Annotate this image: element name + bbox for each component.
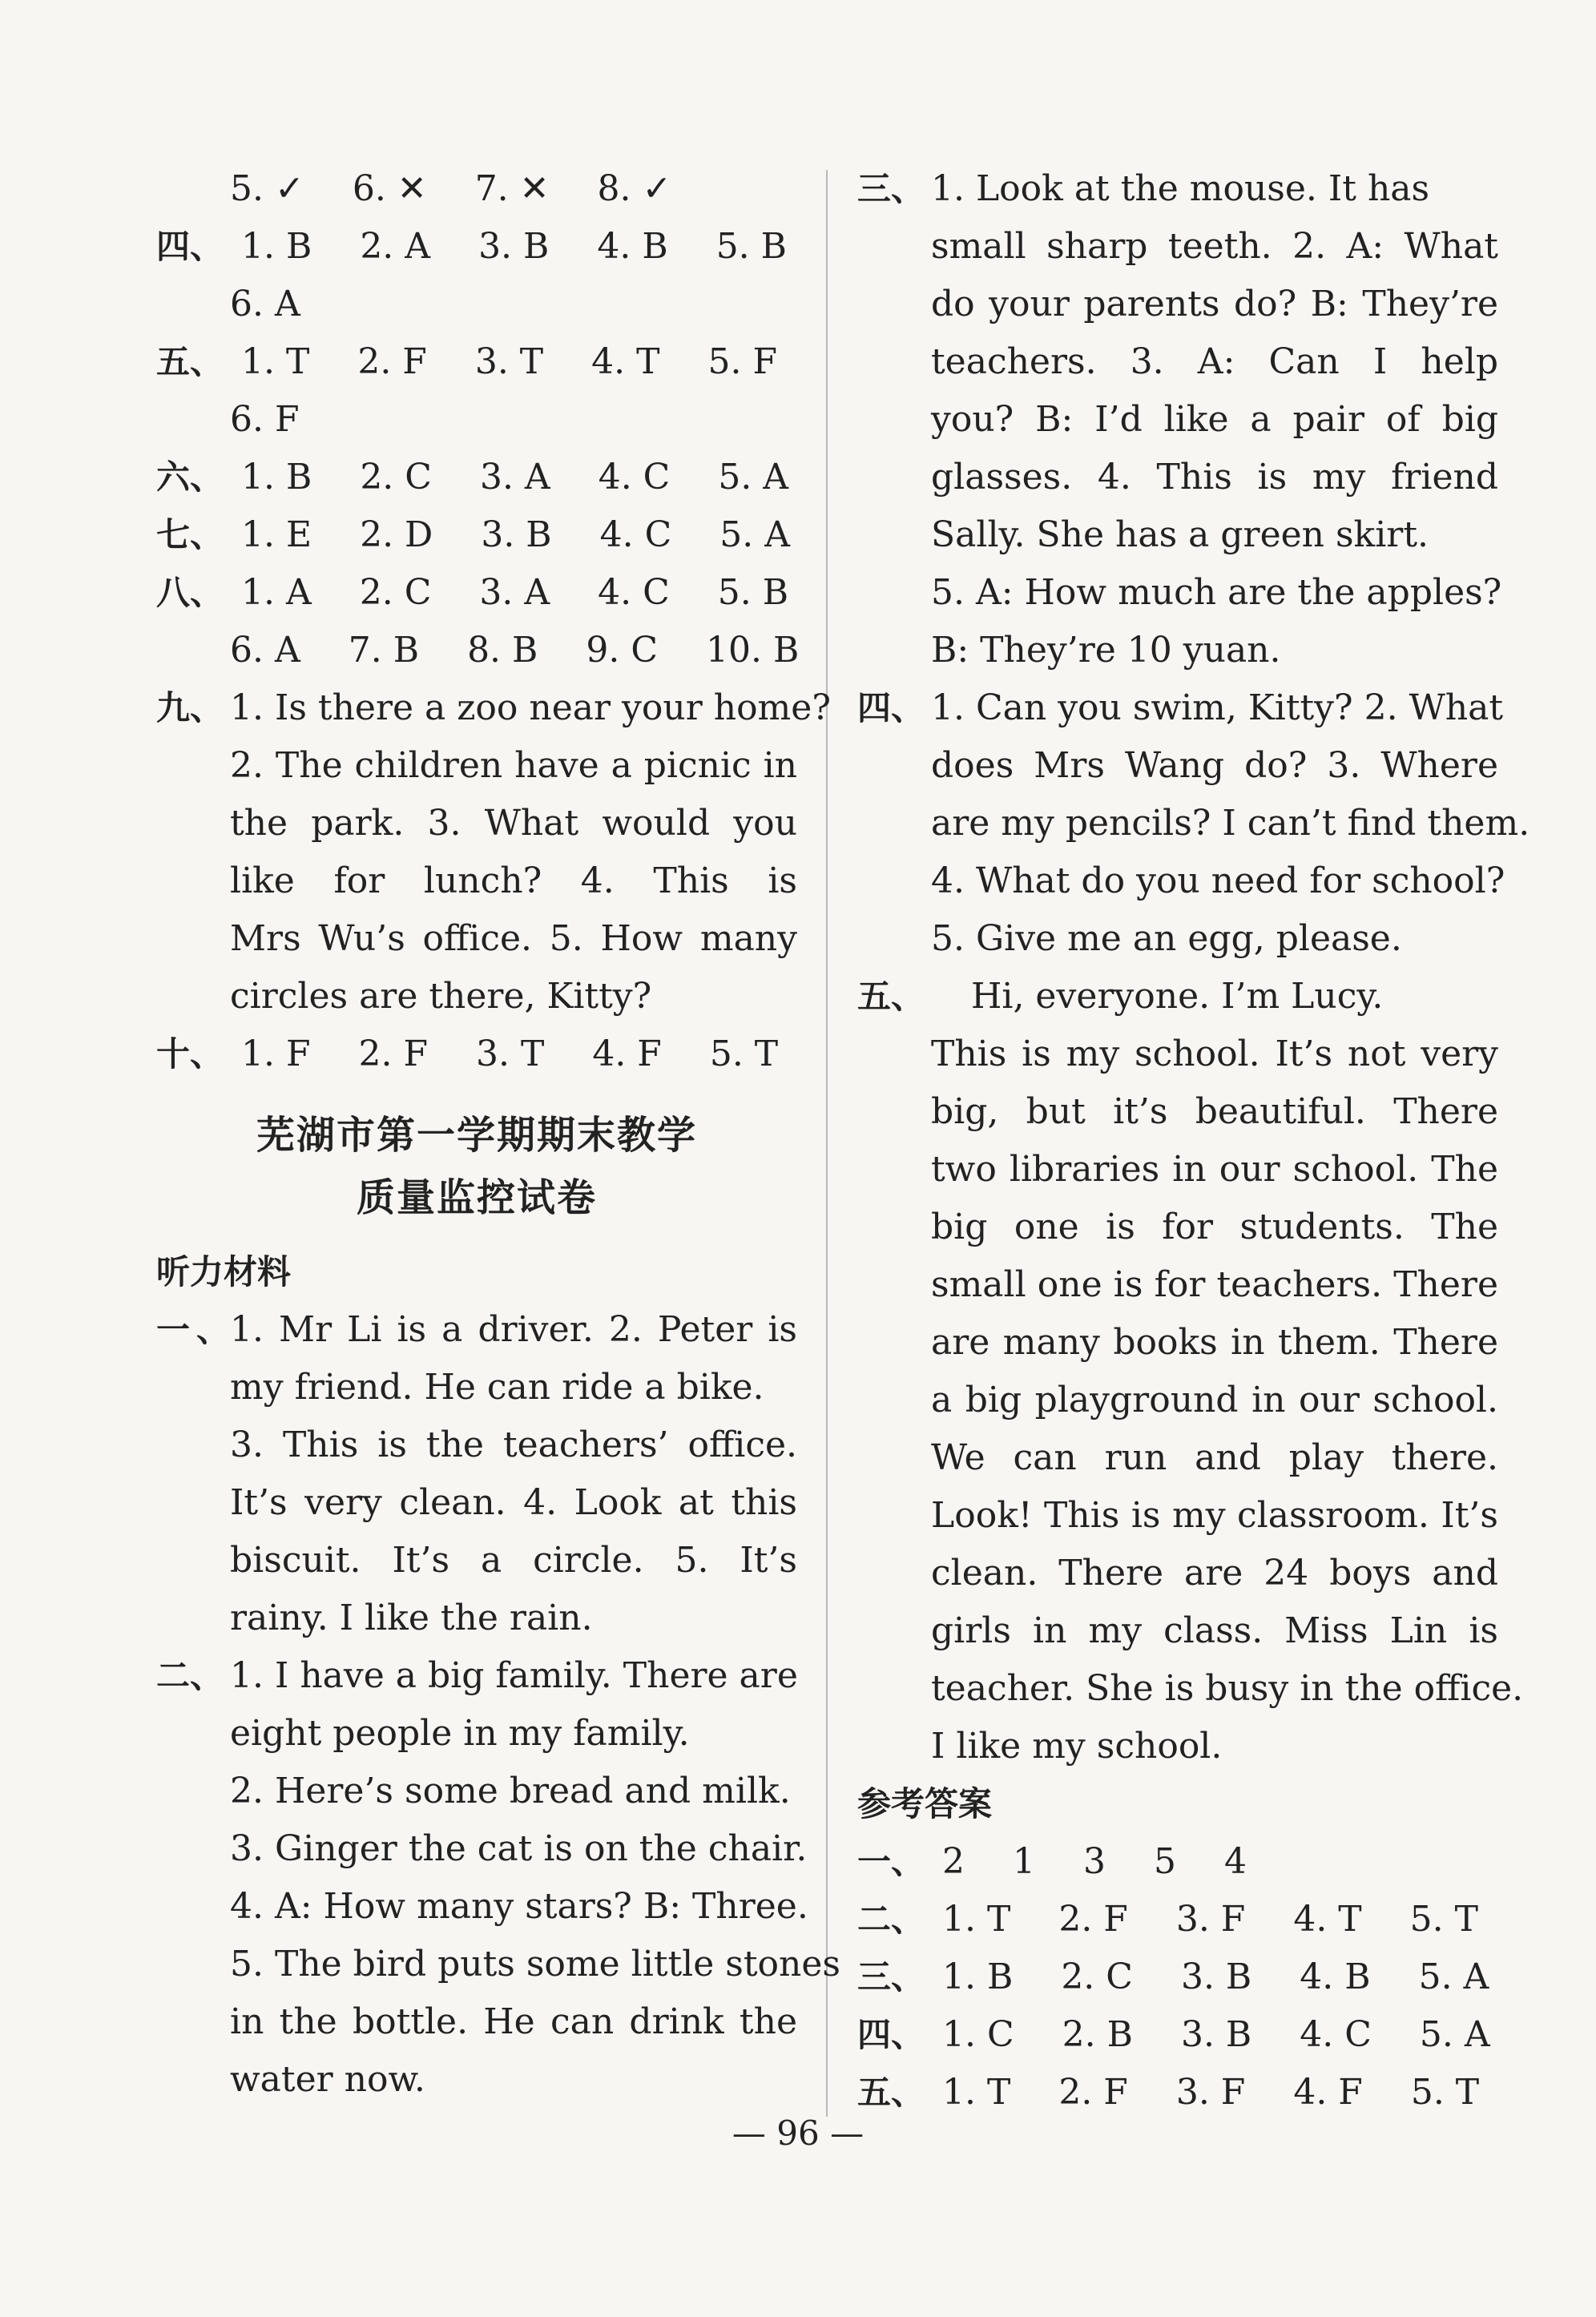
answers-row-2: [857, 1891, 1498, 1948]
answer-item: 6. ✕: [352, 168, 427, 209]
answer-item: 3. T: [476, 1034, 545, 1074]
answer-item: 3. A: [479, 572, 550, 613]
answer-line: Mrs Wu’s office. 5. How many: [230, 918, 797, 959]
section-label: 二、: [857, 1900, 925, 1939]
passage-line: a big playground in our school.: [931, 1380, 1498, 1420]
section-label: 三、: [857, 169, 925, 208]
section-4-line2: [156, 276, 797, 333]
section-label: 四、: [857, 688, 925, 727]
passage-line: are many books in them. There: [931, 1322, 1498, 1363]
passage-line: big, but it’s beautiful. There: [931, 1091, 1498, 1132]
listening-line: 5. Give me an egg, please.: [931, 918, 1402, 959]
answer-item: 3. B: [481, 514, 552, 555]
answer-item: 2. A: [360, 226, 431, 267]
passage-line: We can run and play there.: [931, 1437, 1498, 1478]
section-label: 六、: [156, 457, 224, 497]
left-column: [156, 160, 840, 2109]
section-label: 一、: [857, 1842, 925, 1881]
answer-item: 5. A: [1419, 2014, 1490, 2055]
listening-line: in the bottle. He can drink the: [230, 2001, 797, 2042]
listening-line: 5. A: How much are the apples?: [931, 572, 1502, 613]
answer-item: 10. B: [706, 630, 800, 671]
passage-line: Look! This is my classroom. It’s: [931, 1495, 1498, 1536]
section-label: 九、: [156, 688, 224, 727]
answer-item: 8. B: [467, 630, 538, 671]
listening-line: It’s very clean. 4. Look at this: [230, 1482, 797, 1523]
exam-subtitle: 质量监控试卷: [356, 1175, 597, 1220]
listening-line: B: They’re 10 yuan.: [931, 630, 1281, 671]
answer-item: 6. A: [230, 284, 300, 324]
answer-item: 5. A: [1418, 1956, 1489, 1997]
listening-3-line: [857, 160, 1498, 218]
answer-item: 5. T: [1410, 2072, 1480, 2113]
listening-line: 4. A: How many stars? B: Three.: [230, 1886, 808, 1927]
listening-1-line: [156, 1301, 797, 1359]
answer-item: 1. T: [942, 2072, 1011, 2113]
section-label: 二、: [156, 1656, 224, 1695]
listening-line: small sharp teeth. 2. A: What: [931, 226, 1498, 267]
column-divider: [826, 170, 828, 2117]
answer-item: 1. F: [241, 1034, 311, 1074]
passage-line: I like my school.: [931, 1726, 1223, 1767]
passage-line: big one is for students. The: [931, 1207, 1498, 1247]
listening-5-line: [857, 968, 1498, 1026]
listening-text: 1. I have a big family. There are: [230, 1655, 798, 1696]
listening-line: glasses. 4. This is my friend: [931, 457, 1498, 498]
answer-item: 2. F: [1058, 1899, 1128, 1940]
answers-heading: 参考答案: [857, 1784, 993, 1823]
section-8-line: [156, 564, 797, 622]
answer-line: circles are there, Kitty?: [230, 976, 652, 1017]
answers-row-4: [857, 2006, 1498, 2064]
answer-item: 5. B: [715, 226, 787, 267]
answer-item: 2. F: [1058, 2072, 1128, 2113]
answer-item: 5. T: [1409, 1899, 1478, 1940]
listening-line: rainy. I like the rain.: [230, 1598, 593, 1638]
passage-line: clean. There are 24 boys and: [931, 1553, 1498, 1594]
answer-item: 7. ✕: [474, 168, 550, 209]
section-label: 一、: [156, 1310, 230, 1349]
answer-item: 3: [1083, 1841, 1106, 1882]
answer-line: the park. 3. What would you: [230, 803, 797, 844]
listening-line: are my pencils? I can’t find them.: [931, 803, 1530, 844]
page-number: — 96 —: [732, 2114, 864, 2153]
listening-text: 1. Mr Li is a driver. 2. Peter is: [230, 1309, 797, 1350]
answer-item: 3. B: [1180, 2014, 1252, 2055]
listening-line: 3. This is the teachers’ office.: [230, 1424, 797, 1465]
answer-item: 1. T: [942, 1899, 1011, 1940]
listening-line: do your parents do? B: They’re: [931, 284, 1498, 324]
answer-item: 5. A: [718, 457, 789, 498]
answer-item: 5. ✓: [230, 168, 304, 209]
passage-line: girls in my class. Miss Lin is: [931, 1610, 1498, 1651]
answer-item: 2. F: [357, 341, 427, 382]
answer-item: 3. B: [1180, 1956, 1252, 1997]
section-5-line: [156, 333, 797, 391]
answer-item: 5: [1154, 1841, 1176, 1882]
answer-item: 4. T: [1293, 1899, 1362, 1940]
answer-item: 1. E: [241, 514, 312, 555]
answer-item: 3. F: [1175, 2072, 1246, 2113]
listening-text: 1. Look at the mouse. It has: [931, 168, 1430, 209]
answer-item: 4. C: [1300, 2014, 1372, 2055]
passage-line: teacher. She is busy in the office.: [931, 1668, 1524, 1709]
section-label: 四、: [156, 227, 224, 266]
listening-text: Hi, everyone. I’m Lucy.: [971, 976, 1384, 1017]
answer-item: 4. C: [599, 514, 672, 555]
listening-line: 5. The bird puts some little stones: [230, 1944, 840, 1985]
answer-line: like for lunch? 4. This is: [230, 860, 797, 901]
listening-line: you? B: I’d like a pair of big: [931, 399, 1498, 440]
answer-item: 1. C: [942, 2014, 1014, 2055]
section-label: 八、: [156, 573, 224, 612]
listening-line: teachers. 3. A: Can I help: [931, 341, 1498, 382]
passage-line: two libraries in our school. The: [931, 1149, 1498, 1190]
answer-item: 3. T: [474, 341, 544, 382]
listening-line: my friend. He can ride a bike.: [230, 1367, 764, 1408]
answer-item: 2. C: [359, 572, 432, 613]
answer-item: 6. F: [230, 399, 300, 440]
answer-item: 4: [1224, 1841, 1247, 1882]
section-10-line: [156, 1026, 797, 1083]
section-4-line: [156, 218, 797, 276]
answers-row-3: [857, 1948, 1498, 2006]
answer-item: 1. B: [942, 1956, 1014, 1997]
right-column: [857, 160, 1530, 2122]
answer-item: 4. C: [598, 572, 670, 613]
listening-heading: 听力材料: [156, 1252, 292, 1291]
section-label: 五、: [857, 977, 925, 1016]
section-label: 五、: [857, 2073, 925, 2112]
listening-line: eight people in my family.: [230, 1713, 690, 1754]
listening-line: biscuit. It’s a circle. 5. It’s: [230, 1540, 797, 1581]
section-9-line: [156, 679, 831, 737]
answer-item: 1: [1013, 1841, 1035, 1882]
section-label: 十、: [156, 1034, 224, 1074]
answer-item: 3. F: [1175, 1899, 1246, 1940]
answer-item: 2. C: [360, 457, 432, 498]
answer-item: 1. T: [241, 341, 310, 382]
answer-item: 2. D: [360, 514, 433, 555]
listening-line: does Mrs Wang do? 3. Where: [931, 745, 1498, 786]
answer-item: 8. ✓: [597, 168, 672, 209]
answer-item: 4. C: [598, 457, 671, 498]
answer-item: 1. B: [241, 226, 312, 267]
answer-item: 6. A: [230, 630, 300, 671]
answer-item: 4. T: [591, 341, 660, 382]
answers-row-1: [857, 1833, 1498, 1891]
listening-4-line: [857, 679, 1504, 737]
exam-title: 芜湖市第一学期期末教学: [256, 1113, 697, 1158]
answer-item: 2. C: [1061, 1956, 1133, 1997]
answer-item: 5. T: [709, 1034, 779, 1074]
answer-item: 2: [942, 1841, 965, 1882]
answer-item: 4. F: [592, 1034, 662, 1074]
answer-sentence: 1. Is there a zoo near your home?: [230, 687, 831, 728]
answer-item: 7. B: [348, 630, 420, 671]
answer-line: 2. The children have a picnic in: [230, 745, 797, 786]
answer-item: 2. F: [358, 1034, 428, 1074]
section-label: 七、: [156, 515, 224, 554]
listening-line: Sally. She has a green skirt.: [931, 514, 1429, 555]
section-6-line: [156, 449, 797, 506]
listening-line: 3. Ginger the cat is on the chair.: [230, 1828, 808, 1869]
section-5-line2: [156, 391, 797, 449]
answer-item: 4. B: [1300, 1956, 1371, 1997]
listening-line: 2. Here’s some bread and milk.: [230, 1771, 791, 1811]
answer-item: 4. B: [597, 226, 668, 267]
answer-item: 5. A: [719, 514, 791, 555]
section-label: 四、: [857, 2015, 925, 2054]
listening-2-line: [156, 1647, 797, 1705]
answer-item: 5. F: [707, 341, 777, 382]
answer-item: 4. F: [1293, 2072, 1363, 2113]
section-8-line2: [156, 622, 800, 679]
answer-item: 1. A: [241, 572, 312, 613]
listening-line: 4. What do you need for school?: [931, 860, 1505, 901]
answer-item: 2. B: [1062, 2014, 1133, 2055]
listening-line: water now.: [230, 2059, 425, 2100]
answer-item: 3. A: [479, 457, 550, 498]
passage-line: small one is for teachers. There: [931, 1264, 1498, 1305]
answer-item: 1. B: [241, 457, 312, 498]
section-label: 三、: [857, 1957, 925, 1997]
answer-item: 3. B: [478, 226, 550, 267]
answer-item: 5. B: [717, 572, 789, 613]
listening-text: 1. Can you swim, Kitty? 2. What: [931, 687, 1504, 728]
section-label: 五、: [156, 342, 224, 381]
section-7-line: [156, 506, 797, 564]
answer-line-5-8: [156, 160, 797, 218]
passage-line: This is my school. It’s not very: [931, 1034, 1498, 1074]
answer-item: 9. C: [586, 630, 659, 671]
